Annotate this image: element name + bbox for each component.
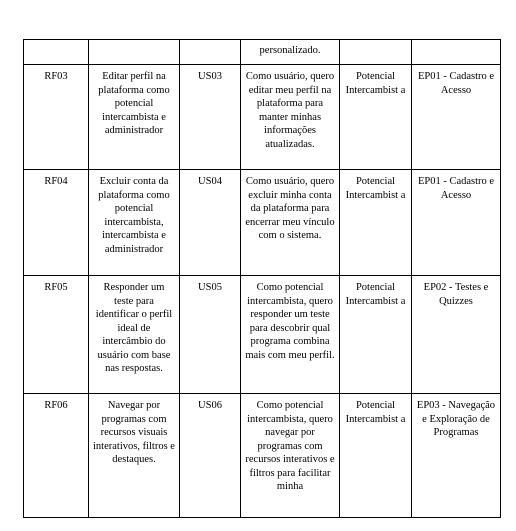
requirement-id-cell: RF04 bbox=[24, 170, 89, 276]
requirement-id-cell: RF05 bbox=[24, 276, 89, 394]
requirement-id-cell: RF06 bbox=[24, 394, 89, 518]
epic-cell: EP02 - Testes e Quizzes bbox=[412, 276, 501, 394]
story-id-cell: US04 bbox=[180, 170, 241, 276]
table-cell bbox=[24, 40, 89, 65]
table-cell bbox=[89, 40, 180, 65]
table-row bbox=[24, 65, 501, 170]
user-story-cell: Como potencial intercambista, quero navegar por programas com recursos interativos e filtros para facilitar minha bbox=[241, 394, 340, 518]
requirement-cell: Responder um teste para identificar o perfil ideal de intercâmbio do usuário com base nas respostas. bbox=[89, 276, 180, 394]
epic-cell: EP01 - Cadastro e Acesso bbox=[412, 170, 501, 276]
actor-cell: Potencial Intercambist a bbox=[340, 394, 412, 518]
user-story-cell: Como potencial intercambista, quero responder um teste para descobrir qual programa combina mais com meu perfil. bbox=[241, 276, 340, 394]
table-cell: personalizado. bbox=[241, 40, 340, 65]
story-id-cell: US05 bbox=[180, 276, 241, 394]
table-cell bbox=[412, 40, 501, 65]
table-row bbox=[24, 170, 501, 276]
requirement-cell: Editar perfil na plataforma como potencial intercambista e administrador bbox=[89, 65, 180, 170]
table-row bbox=[24, 276, 501, 394]
requirement-cell: Navegar por programas com recursos visuais interativos, filtros e destaques. bbox=[89, 394, 180, 518]
epic-cell: EP01 - Cadastro e Acesso bbox=[412, 65, 501, 170]
table-cell bbox=[180, 40, 241, 65]
requirements-table bbox=[23, 39, 501, 518]
actor-cell: Potencial Intercambist a bbox=[340, 276, 412, 394]
user-story-cell: Como usuário, quero excluir minha conta da plataforma para encerrar meu vínculo com o sistema. bbox=[241, 170, 340, 276]
actor-cell: Potencial Intercambist a bbox=[340, 170, 412, 276]
requirement-id-cell: RF03 bbox=[24, 65, 89, 170]
user-story-cell: Como usuário, quero editar meu perfil na plataforma para manter minhas informações atualizadas. bbox=[241, 65, 340, 170]
story-id-cell: US06 bbox=[180, 394, 241, 518]
actor-cell: Potencial Intercambist a bbox=[340, 65, 412, 170]
requirement-cell: Excluir conta da plataforma como potencial intercambista, intercambista e administrador bbox=[89, 170, 180, 276]
story-id-cell: US03 bbox=[180, 65, 241, 170]
table-row bbox=[24, 40, 501, 65]
epic-cell: EP03 - Navegação e Exploração de Programas bbox=[412, 394, 501, 518]
table-row bbox=[24, 394, 501, 518]
table-cell bbox=[340, 40, 412, 65]
